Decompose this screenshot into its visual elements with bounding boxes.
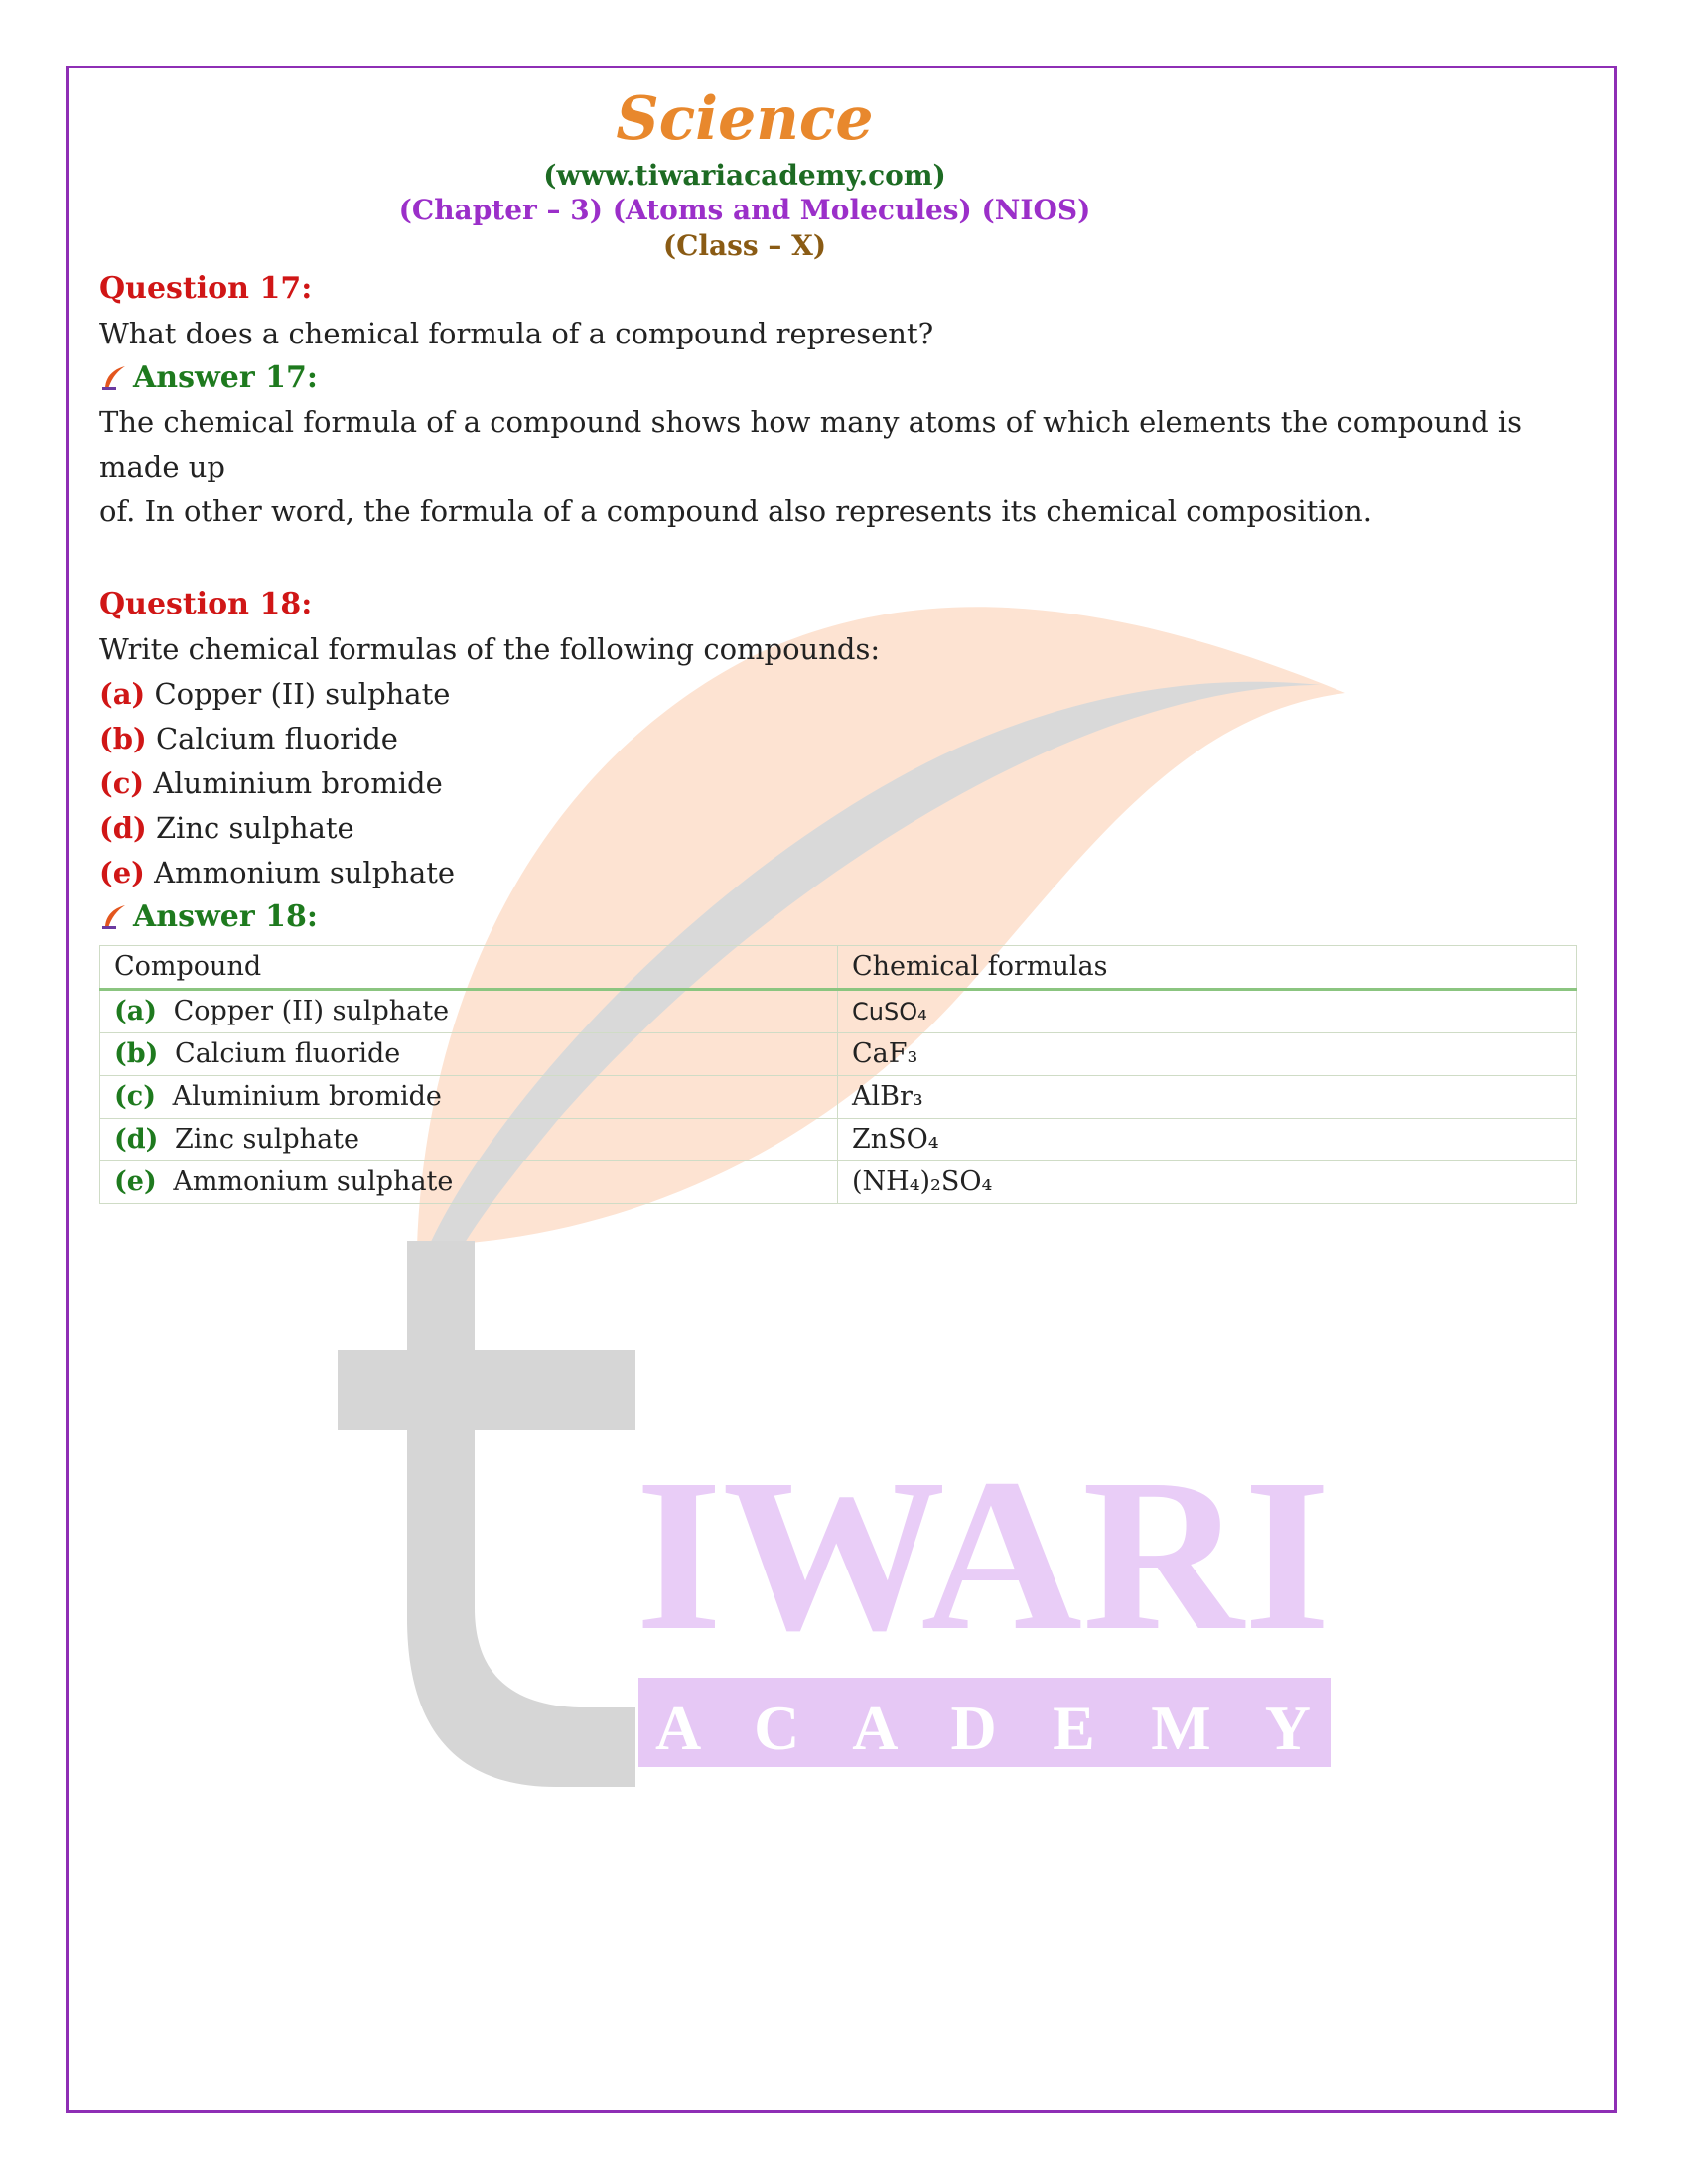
table-cell-formula — [838, 1161, 1577, 1204]
class-line: (Class – X) — [662, 229, 827, 262]
table-row — [100, 1033, 1577, 1076]
answer-17-line-2: of. In other word, the formula of a compound also represents its chemical composition. — [99, 494, 1372, 528]
table-cell-formula — [838, 990, 1577, 1033]
compound-name: Copper (II) sulphate — [173, 996, 450, 1026]
question-18-heading: Question 18: — [99, 587, 313, 621]
table-row — [100, 990, 1577, 1033]
table-row — [100, 1161, 1577, 1204]
pen-icon — [99, 902, 129, 932]
option-b — [99, 717, 1589, 761]
table-header-formula: Chemical formulas — [838, 946, 1577, 990]
table-header-row — [100, 946, 1577, 990]
table-cell-formula — [838, 1076, 1577, 1119]
option-d — [99, 806, 1589, 851]
answer-17-line-1: The chemical formula of a compound shows how many atoms of which elements the compound is made up — [99, 405, 1523, 483]
row-label: (a) — [114, 996, 158, 1026]
formula-value: CaF₃ — [852, 1038, 918, 1069]
option-label: (b) — [99, 722, 147, 755]
formula-value: ZnSO₄ — [852, 1124, 939, 1155]
option-e — [99, 851, 1589, 895]
table-cell-compound — [100, 1161, 838, 1204]
option-text: Aluminium bromide — [153, 766, 443, 800]
question-17-heading: Question 17: — [99, 271, 313, 306]
answer-17-heading — [99, 356, 1589, 400]
answer-18-table — [99, 945, 1577, 1204]
option-text: Copper (II) sulphate — [154, 677, 451, 711]
row-label: (b) — [114, 1038, 159, 1069]
website-link[interactable]: (www.tiwariacademy.com) — [543, 159, 946, 192]
row-label: (e) — [114, 1166, 157, 1197]
table-header-compound: Compound — [100, 946, 838, 990]
table-cell-compound — [100, 1076, 838, 1119]
compound-name: Aluminium bromide — [172, 1081, 442, 1112]
watermark-iwari-text: IWARI — [635, 1433, 1331, 1676]
option-label: (d) — [99, 811, 147, 845]
watermark-t-letter — [338, 1241, 635, 1787]
table-row — [100, 1119, 1577, 1161]
question-18-text: Write chemical formulas of the following compounds: — [99, 632, 881, 666]
compound-name: Calcium fluoride — [175, 1038, 401, 1069]
formula-value: AlBr₃ — [852, 1081, 923, 1112]
chapter-line: (Chapter – 3) (Atoms and Molecules) (NIOS) — [398, 194, 1091, 226]
answer-18-label: Answer 18: — [133, 899, 318, 934]
watermark-academy-text: A C A D E M Y — [655, 1693, 1311, 1763]
table-cell-compound — [100, 1033, 838, 1076]
compound-name: Ammonium sulphate — [173, 1166, 454, 1197]
option-c — [99, 761, 1589, 806]
pen-icon — [99, 363, 129, 393]
option-text: Calcium fluoride — [155, 722, 398, 755]
table-row — [100, 1076, 1577, 1119]
question-17-text: What does a chemical formula of a compound represent? — [99, 317, 934, 350]
option-text: Zinc sulphate — [155, 811, 354, 845]
option-text: Ammonium sulphate — [154, 856, 456, 889]
option-label: (a) — [99, 677, 146, 711]
option-label: (e) — [99, 856, 145, 889]
table-cell-formula — [838, 1033, 1577, 1076]
row-label: (c) — [114, 1081, 156, 1112]
table-cell-formula — [838, 1119, 1577, 1161]
formula-value: (NH₄)₂SO₄ — [852, 1166, 993, 1197]
option-a — [99, 672, 1589, 717]
option-label: (c) — [99, 766, 145, 800]
formula-value: CuSO₄ — [852, 998, 927, 1025]
page-title: Science — [616, 84, 874, 154]
row-label: (d) — [114, 1124, 159, 1155]
compound-name: Zinc sulphate — [175, 1124, 359, 1155]
table-cell-compound — [100, 990, 838, 1033]
table-cell-compound — [100, 1119, 838, 1161]
answer-17-label: Answer 17: — [133, 360, 318, 395]
answer-18-heading — [99, 895, 1589, 939]
page-content — [99, 79, 1589, 1204]
